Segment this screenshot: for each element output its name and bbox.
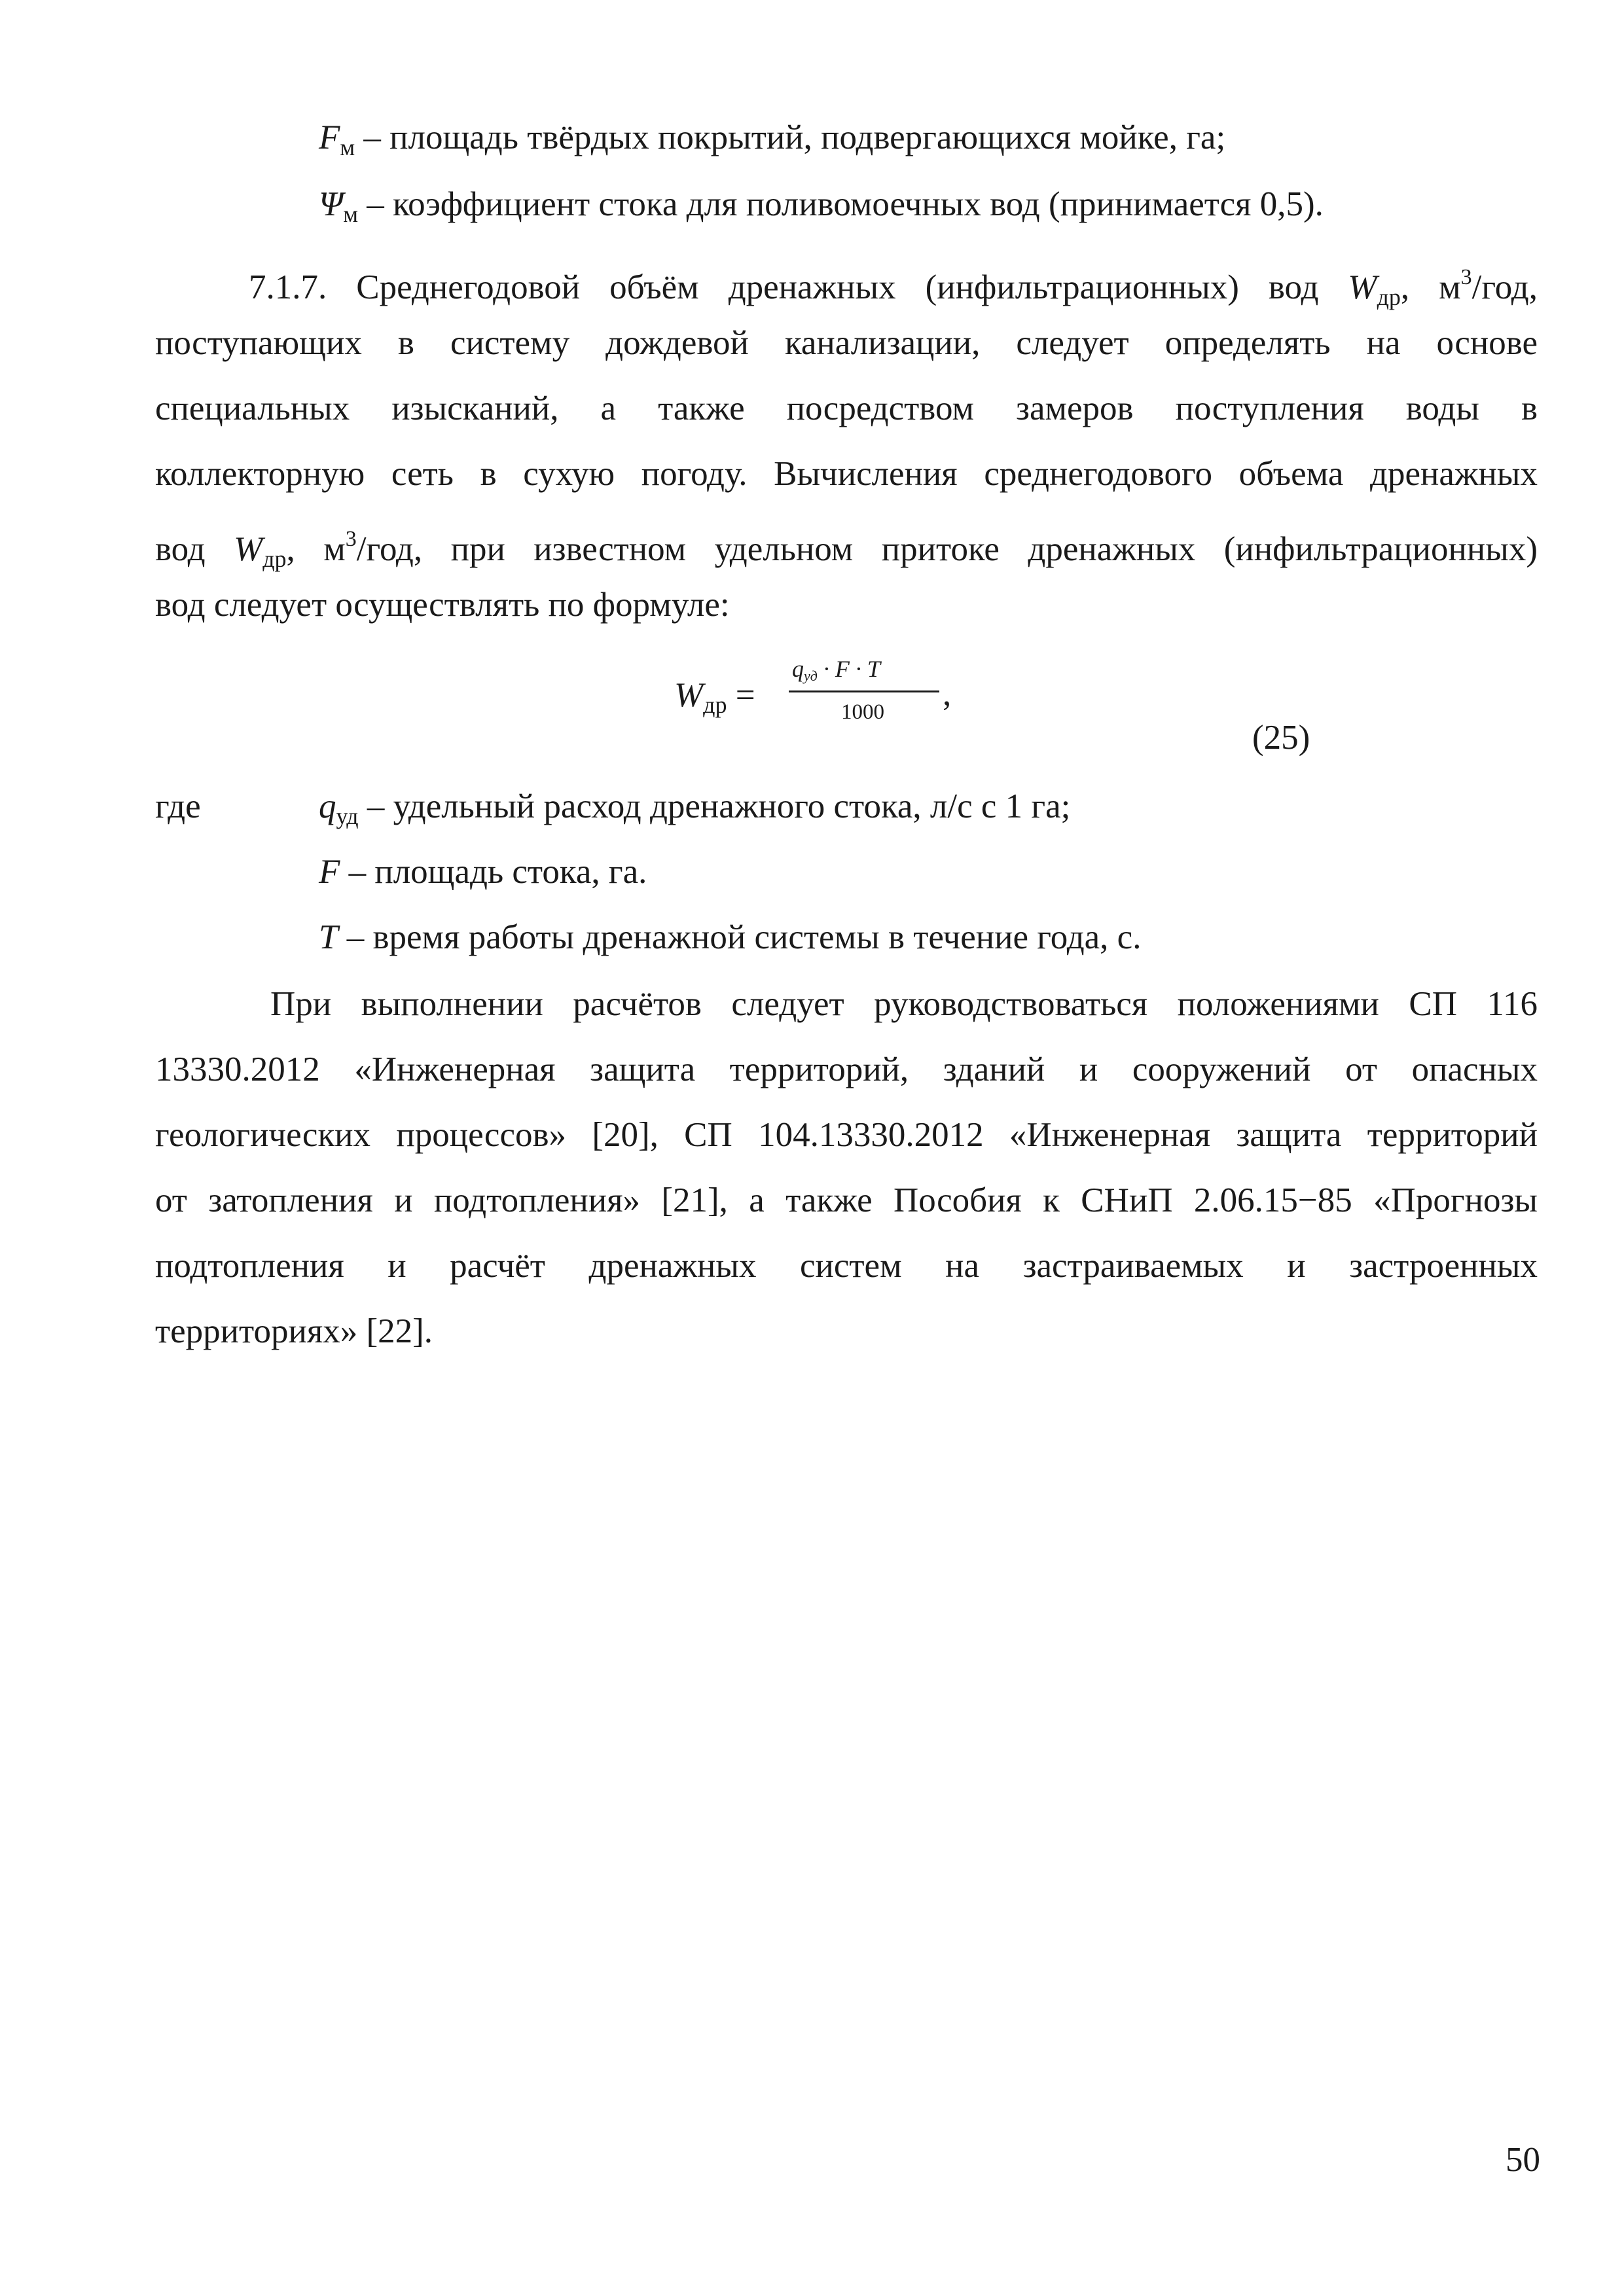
paragraph-line: специальных изысканий, а также посредством замеров поступления воды в [155,389,1538,427]
definition-q [319,785,1070,837]
fraction-bar [789,691,939,692]
formula-25 [674,655,952,759]
superscript: 3 [345,527,357,551]
text-run: , м [286,530,346,568]
symbol-t: T [319,918,338,956]
definition-fm [319,117,1225,168]
subscript-ud: уд [336,803,359,829]
symbol-f: F [319,853,340,891]
paragraph-line [249,257,1538,318]
page-number: 50 [1506,2141,1540,2179]
equals-sign: = [727,676,755,714]
formula-denominator: 1000 [841,700,884,724]
subscript-m: м [340,134,355,160]
formula-comma: , [943,675,952,713]
symbol-q: q [792,656,804,682]
paragraph-line: от затопления и подтопления» [21], а также Пособия к СНиП 2.06.15−85 «Прогнозы [155,1181,1538,1219]
subscript-m: м [343,201,359,227]
text-run: /год, при известном удельном притоке дренажных (инфильтрационных) [356,530,1538,568]
numerator-rest: · F · T [817,656,880,682]
text-run: вод [155,530,234,568]
symbol-w: W [1348,268,1377,306]
subscript-dr: др [262,546,287,572]
formula-lhs [674,674,755,726]
definition-text: – коэффициент стока для поливомоечных вод (принимается 0,5). [358,185,1324,223]
formula-numerator [792,655,880,691]
symbol-q: q [319,787,336,825]
text-run: , м [1400,268,1461,306]
subscript-dr: др [703,692,727,718]
equation-number: (25) [1252,719,1310,757]
subscript-ud: уд [804,668,818,684]
paragraph-line: коллекторную сеть в сухую погоду. Вычисления среднегодового объема дренажных [155,455,1538,493]
where-label: где [155,787,201,825]
subscript-dr: др [1377,284,1401,310]
paragraph-line: подтопления и расчёт дренажных систем на застраиваемых и застроенных [155,1247,1538,1285]
definition-psi [319,183,1324,235]
paragraph-line: вод следует осуществлять по формуле: [155,586,730,624]
definition-f [319,851,647,893]
paragraph-line: 13330.2012 «Инженерная защита территорий, зданий и сооружений от опасных [155,1050,1538,1088]
symbol-f: F [319,118,340,156]
paragraph-line: При выполнении расчётов следует руководствоваться положениями СП 116 [270,985,1538,1023]
text-run: 7.1.7. Среднегодовой объём дренажных (инфильтрационных) вод [249,268,1348,306]
paragraph-line: территориях» [22]. [155,1312,433,1350]
symbol-psi: Ψ [319,185,344,223]
paragraph-line: поступающих в систему дождевой канализации, следует определять на основе [155,324,1538,362]
definition-t [319,916,1141,958]
definition-text: – время работы дренажной системы в течение года, с. [338,918,1142,956]
superscript: 3 [1460,265,1472,289]
symbol-w: W [674,676,704,714]
definition-text: – площадь твёрдых покрытий, подвергающихся мойке, га; [355,118,1226,156]
definition-text: – площадь стока, га. [340,853,647,891]
symbol-w: W [234,530,263,568]
paragraph-line [155,518,1538,580]
paragraph-line: геологических процессов» [20], СП 104.13330.2012 «Инженерная защита территорий [155,1116,1538,1154]
text-run: /год, [1471,268,1538,306]
definition-text: – удельный расход дренажного стока, л/с с 1 га; [358,787,1071,825]
